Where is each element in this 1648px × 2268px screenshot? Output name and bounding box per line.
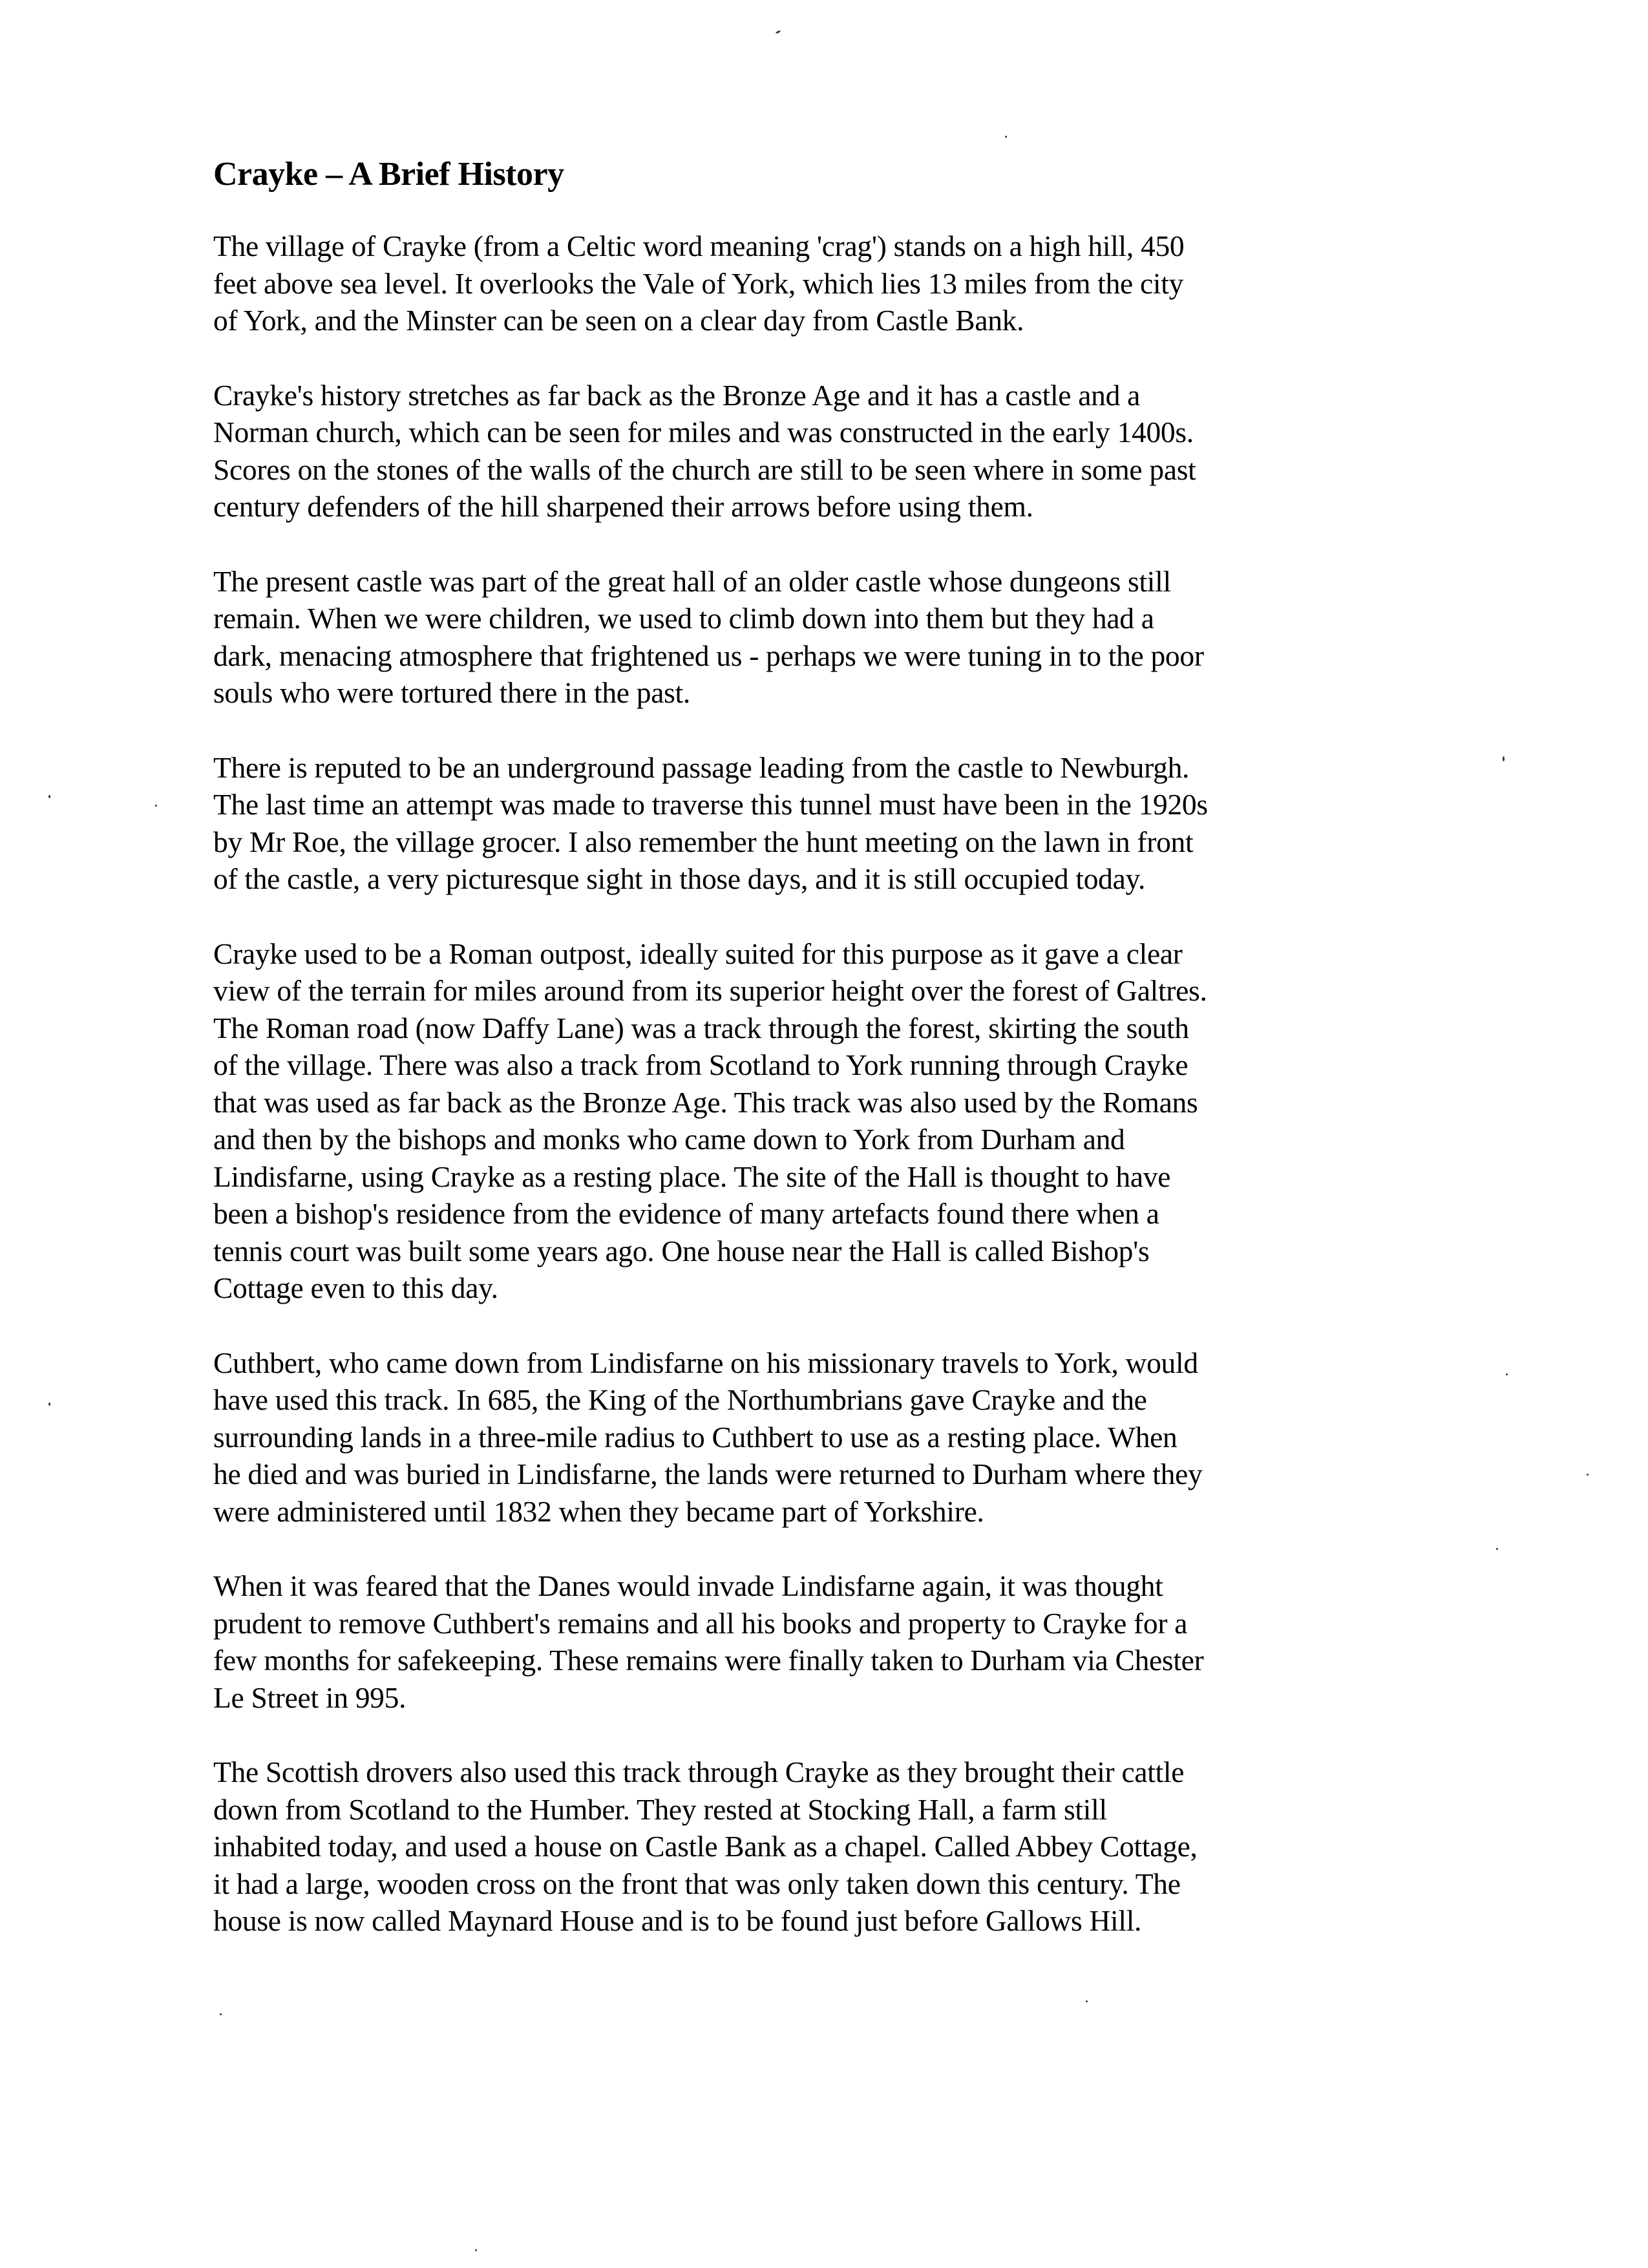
paragraph [213,1344,1377,1531]
paragraph [213,935,1377,1307]
text-line: inhabited today, and used a house on Castle Bank as a chapel. Called Abbey Cottage, [213,1830,1198,1863]
text-line: were administered until 1832 when they became part of Yorkshire. [213,1494,984,1528]
paragraph [213,563,1377,712]
text-line: and then by the bishops and monks who came down to York from Durham and [213,1123,1125,1156]
text-line: by Mr Roe, the village grocer. I also remember the hunt meeting on the lawn in front [213,825,1194,858]
text-line: When it was feared that the Danes would invade Lindisfarne again, it was thought [213,1569,1163,1602]
paragraph [213,1567,1377,1716]
scan-speck [776,30,781,34]
text-line: that was used as far back as the Bronze Age. This track was also used by the Romans [213,1085,1198,1119]
text-line: souls who were tortured there in the past. [213,676,690,709]
text-line: There is reputed to be an underground passage leading from the castle to Newburgh. [213,750,1190,784]
text-line: down from Scotland to the Humber. They rested at Stocking Hall, a farm still [213,1792,1107,1826]
text-line: Crayke used to be a Roman outpost, ideally suited for this purpose as it gave a clear [213,937,1183,970]
text-line: surrounding lands in a three-mile radius to Cuthbert to use as a resting place. When [213,1420,1178,1454]
paragraph [213,1754,1377,1940]
scan-speck [220,2013,222,2015]
document-title: Crayke – A Brief History [213,156,564,193]
text-line: Norman church, which can be seen for miles and was constructed in the early 1400s. [213,416,1194,449]
text-line: Lindisfarne, using Crayke as a resting place. The site of the Hall is thought to have [213,1160,1171,1193]
scan-speck [155,805,157,807]
text-line: Cottage even to this day. [213,1271,498,1304]
text-line: Cuthbert, who came down from Lindisfarne on his missionary travels to York, would [213,1346,1198,1379]
text-line: The Scottish drovers also used this track through Crayke as they brought their cattle [213,1755,1185,1788]
scan-speck [1506,1373,1508,1375]
text-line: view of the terrain for miles around from its superior height over the forest of Galtres. [213,974,1207,1007]
text-line: The present castle was part of the great hall of an older castle whose dungeons still [213,564,1171,598]
paragraph [213,749,1377,898]
scan-speck [48,795,50,798]
text-line: The last time an attempt was made to traverse this tunnel must have been in the 1920s [213,788,1208,821]
scan-speck [1496,1548,1498,1550]
text-line: remain. When we were children, we used to climb down into them but they had a [213,602,1154,635]
text-line: have used this track. In 685, the King of the Northumbrians gave Crayke and the [213,1383,1147,1416]
text-line: house is now called Maynard House and is to be found just before Gallows Hill. [213,1904,1142,1937]
text-line: century defenders of the hill sharpened their arrows before using them. [213,490,1033,523]
text-line: it had a large, wooden cross on the front that was only taken down this century. The [213,1867,1181,1900]
text-line: The village of Crayke (from a Celtic word meaning 'crag') stands on a high hill, 450 [213,229,1185,262]
text-line: few months for safekeeping. These remains were finally taken to Durham via Chester [213,1644,1204,1677]
document-body [213,155,1377,1977]
paragraph [213,377,1377,525]
scan-speck [1503,756,1505,761]
text-line: dark, menacing atmosphere that frightened us - perhaps we were tuning in to the poor [213,639,1204,672]
text-line: of the village. There was also a track from Scotland to York running through Crayke [213,1048,1188,1081]
text-line: Le Street in 995. [213,1680,407,1714]
paragraph-list [213,228,1377,1940]
scan-speck [1086,2000,1088,2002]
text-line: Scores on the stones of the walls of the church are still to be seen where in some past [213,452,1196,486]
text-line: been a bishop's residence from the evidence of many artefacts found there when a [213,1197,1159,1230]
text-line: tennis court was built some years ago. One house near the Hall is called Bishop's [213,1234,1150,1267]
scan-speck [48,1403,50,1406]
scan-speck [1005,136,1007,138]
scan-speck [1587,1474,1589,1476]
text-line: he died and was buried in Lindisfarne, the lands were returned to Durham where they [213,1457,1203,1490]
scan-speck [475,2249,477,2251]
text-line: prudent to remove Cuthbert's remains and all his books and property to Crayke for a [213,1606,1188,1640]
text-line: The Roman road (now Daffy Lane) was a track through the forest, skirting the south [213,1011,1189,1044]
text-line: of the castle, a very picturesque sight in those days, and it is still occupied today. [213,862,1146,895]
text-line: of York, and the Minster can be seen on a clear day from Castle Bank. [213,304,1024,337]
paragraph [213,228,1377,339]
text-line: feet above sea level. It overlooks the Vale of York, which lies 13 miles from the city [213,266,1184,300]
text-line: Crayke's history stretches as far back as the Bronze Age and it has a castle and a [213,378,1141,412]
